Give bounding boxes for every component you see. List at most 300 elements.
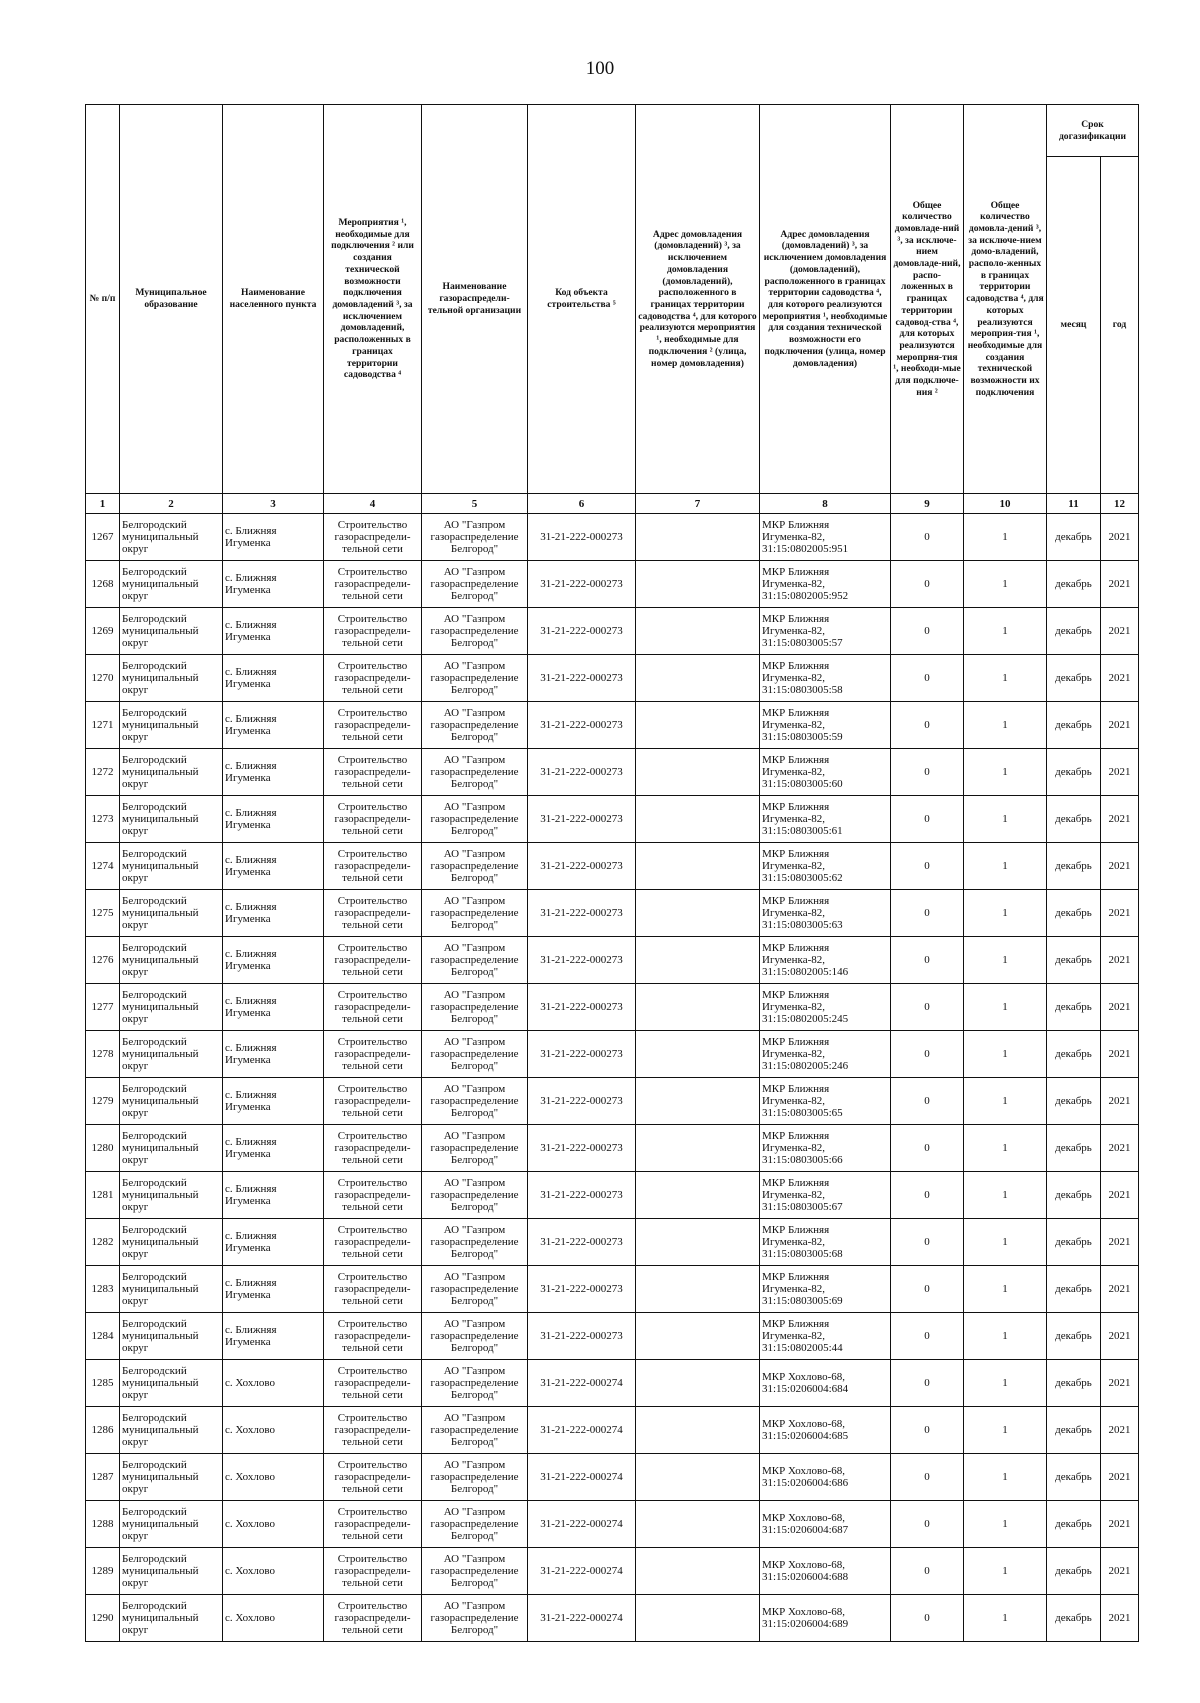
settlement-cell: с. Ближняя Игуменка — [223, 655, 324, 702]
year-cell: 2021 — [1101, 1595, 1139, 1642]
settlement-cell: с. Хохлово — [223, 1548, 324, 1595]
year-cell: 2021 — [1101, 1172, 1139, 1219]
count-connection-cell: 0 — [891, 1125, 964, 1172]
municipality-cell: Белгородский муниципальный округ — [120, 561, 223, 608]
year-cell: 2021 — [1101, 1313, 1139, 1360]
municipality-cell: Белгородский муниципальный округ — [120, 937, 223, 984]
object-code-cell: 31-21-222-000273 — [528, 843, 636, 890]
settlement-cell: с. Хохлово — [223, 1360, 324, 1407]
table-row — [86, 608, 1139, 655]
row-number-cell: 1275 — [86, 890, 120, 937]
year-cell: 2021 — [1101, 561, 1139, 608]
count-connection-cell: 0 — [891, 561, 964, 608]
address-connection-cell — [636, 1219, 760, 1266]
address-connection-cell — [636, 655, 760, 702]
settlement-cell: с. Ближняя Игуменка — [223, 749, 324, 796]
count-connection-cell: 0 — [891, 702, 964, 749]
settlement-cell: с. Ближняя Игуменка — [223, 514, 324, 561]
municipality-cell: Белгородский муниципальный округ — [120, 1031, 223, 1078]
measure-cell: Строительство газораспредели-тельной сети — [324, 1595, 422, 1642]
row-number-cell: 1277 — [86, 984, 120, 1031]
header-gas-org: Наименование газораспредели-тельной организации — [422, 105, 528, 494]
table-row — [86, 655, 1139, 702]
month-cell: декабрь — [1047, 1548, 1101, 1595]
address-technical-cell: МКР Ближняя Игуменка-82, 31:15:0802005:246 — [760, 1031, 891, 1078]
count-technical-cell: 1 — [964, 1595, 1047, 1642]
column-number: 1 — [86, 494, 120, 514]
municipality-cell: Белгородский муниципальный округ — [120, 1313, 223, 1360]
month-cell: декабрь — [1047, 1219, 1101, 1266]
gas-org-cell: АО "Газпром газораспределение Белгород" — [422, 1078, 528, 1125]
address-technical-cell: МКР Ближняя Игуменка-82, 31:15:0802005:44 — [760, 1313, 891, 1360]
address-connection-cell — [636, 1548, 760, 1595]
settlement-cell: с. Хохлово — [223, 1407, 324, 1454]
month-cell: декабрь — [1047, 1266, 1101, 1313]
gas-org-cell: АО "Газпром газораспределение Белгород" — [422, 702, 528, 749]
month-cell: декабрь — [1047, 1078, 1101, 1125]
address-connection-cell — [636, 843, 760, 890]
count-connection-cell: 0 — [891, 749, 964, 796]
gas-org-cell: АО "Газпром газораспределение Белгород" — [422, 655, 528, 702]
gas-org-cell: АО "Газпром газораспределение Белгород" — [422, 937, 528, 984]
object-code-cell: 31-21-222-000274 — [528, 1360, 636, 1407]
count-technical-cell: 1 — [964, 1360, 1047, 1407]
object-code-cell: 31-21-222-000273 — [528, 1031, 636, 1078]
month-cell: декабрь — [1047, 1454, 1101, 1501]
address-connection-cell — [636, 1078, 760, 1125]
month-cell: декабрь — [1047, 890, 1101, 937]
count-connection-cell: 0 — [891, 1407, 964, 1454]
year-cell: 2021 — [1101, 1454, 1139, 1501]
month-cell: декабрь — [1047, 796, 1101, 843]
count-technical-cell: 1 — [964, 1078, 1047, 1125]
measure-cell: Строительство газораспредели-тельной сети — [324, 1548, 422, 1595]
measure-cell: Строительство газораспредели-тельной сети — [324, 1313, 422, 1360]
column-number: 9 — [891, 494, 964, 514]
year-cell: 2021 — [1101, 655, 1139, 702]
table-row — [86, 843, 1139, 890]
year-cell: 2021 — [1101, 1548, 1139, 1595]
count-technical-cell: 1 — [964, 1219, 1047, 1266]
municipality-cell: Белгородский муниципальный округ — [120, 1407, 223, 1454]
settlement-cell: с. Ближняя Игуменка — [223, 984, 324, 1031]
table-row — [86, 1313, 1139, 1360]
settlement-cell: с. Ближняя Игуменка — [223, 702, 324, 749]
gas-org-cell: АО "Газпром газораспределение Белгород" — [422, 561, 528, 608]
count-technical-cell: 1 — [964, 937, 1047, 984]
municipality-cell: Белгородский муниципальный округ — [120, 984, 223, 1031]
municipality-cell: Белгородский муниципальный округ — [120, 1454, 223, 1501]
year-cell: 2021 — [1101, 1031, 1139, 1078]
object-code-cell: 31-21-222-000273 — [528, 1219, 636, 1266]
year-cell: 2021 — [1101, 702, 1139, 749]
header-address-connection: Адрес домовладения (домовладений) ³, за исключением домовладения (домовладений), расположенного в границах территории садоводства ⁴, для которого реализуются мероприятия ¹, необходимые для подключения ² (улица, номер домовладения) — [636, 105, 760, 494]
gas-org-cell: АО "Газпром газораспределение Белгород" — [422, 749, 528, 796]
month-cell: декабрь — [1047, 984, 1101, 1031]
gas-org-cell: АО "Газпром газораспределение Белгород" — [422, 984, 528, 1031]
address-technical-cell: МКР Ближняя Игуменка-82, 31:15:0802005:951 — [760, 514, 891, 561]
header-object-code: Код объекта строительства ⁵ — [528, 105, 636, 494]
count-connection-cell: 0 — [891, 655, 964, 702]
year-cell: 2021 — [1101, 984, 1139, 1031]
municipality-cell: Белгородский муниципальный округ — [120, 1501, 223, 1548]
settlement-cell: с. Ближняя Игуменка — [223, 890, 324, 937]
count-connection-cell: 0 — [891, 514, 964, 561]
gas-org-cell: АО "Газпром газораспределение Белгород" — [422, 1266, 528, 1313]
year-cell: 2021 — [1101, 796, 1139, 843]
count-technical-cell: 1 — [964, 1031, 1047, 1078]
gas-org-cell: АО "Газпром газораспределение Белгород" — [422, 843, 528, 890]
table-row — [86, 1266, 1139, 1313]
address-technical-cell: МКР Ближняя Игуменка-82, 31:15:0803005:59 — [760, 702, 891, 749]
address-connection-cell — [636, 1595, 760, 1642]
row-number-cell: 1272 — [86, 749, 120, 796]
address-connection-cell — [636, 1501, 760, 1548]
municipality-cell: Белгородский муниципальный округ — [120, 514, 223, 561]
measure-cell: Строительство газораспредели-тельной сети — [324, 1219, 422, 1266]
object-code-cell: 31-21-222-000273 — [528, 937, 636, 984]
count-technical-cell: 1 — [964, 796, 1047, 843]
municipality-cell: Белгородский муниципальный округ — [120, 1548, 223, 1595]
gas-org-cell: АО "Газпром газораспределение Белгород" — [422, 1172, 528, 1219]
year-cell: 2021 — [1101, 1125, 1139, 1172]
address-connection-cell — [636, 1125, 760, 1172]
row-number-cell: 1287 — [86, 1454, 120, 1501]
measure-cell: Строительство газораспредели-тельной сети — [324, 1172, 422, 1219]
column-number: 3 — [223, 494, 324, 514]
address-technical-cell: МКР Ближняя Игуменка-82, 31:15:0803005:58 — [760, 655, 891, 702]
table-row — [86, 1407, 1139, 1454]
settlement-cell: с. Ближняя Игуменка — [223, 1219, 324, 1266]
address-connection-cell — [636, 1172, 760, 1219]
table-row — [86, 1454, 1139, 1501]
gas-org-cell: АО "Газпром газораспределение Белгород" — [422, 1501, 528, 1548]
column-number: 11 — [1047, 494, 1101, 514]
row-number-cell: 1290 — [86, 1595, 120, 1642]
object-code-cell: 31-21-222-000274 — [528, 1454, 636, 1501]
count-technical-cell: 1 — [964, 608, 1047, 655]
municipality-cell: Белгородский муниципальный округ — [120, 890, 223, 937]
count-technical-cell: 1 — [964, 890, 1047, 937]
count-technical-cell: 1 — [964, 1266, 1047, 1313]
measure-cell: Строительство газораспредели-тельной сети — [324, 796, 422, 843]
settlement-cell: с. Ближняя Игуменка — [223, 1172, 324, 1219]
table-row — [86, 1360, 1139, 1407]
measure-cell: Строительство газораспредели-тельной сети — [324, 1501, 422, 1548]
settlement-cell: с. Ближняя Игуменка — [223, 843, 324, 890]
measure-cell: Строительство газораспредели-тельной сети — [324, 1454, 422, 1501]
municipality-cell: Белгородский муниципальный округ — [120, 1125, 223, 1172]
object-code-cell: 31-21-222-000273 — [528, 561, 636, 608]
month-cell: декабрь — [1047, 1360, 1101, 1407]
measure-cell: Строительство газораспредели-тельной сети — [324, 1407, 422, 1454]
measure-cell: Строительство газораспредели-тельной сети — [324, 655, 422, 702]
column-number: 12 — [1101, 494, 1139, 514]
year-cell: 2021 — [1101, 843, 1139, 890]
row-number-cell: 1282 — [86, 1219, 120, 1266]
header-total-connection: Общее количество домовладе-ний ³, за исключе-нием домовладе-ний, распо-ложенных в границах территории садовод-ства ⁴, для которых реализуются меропрня-тия ¹, необходи-мые для подключе-ния ² — [891, 105, 964, 494]
month-cell: декабрь — [1047, 1407, 1101, 1454]
object-code-cell: 31-21-222-000273 — [528, 749, 636, 796]
month-cell: декабрь — [1047, 1313, 1101, 1360]
municipality-cell: Белгородский муниципальный округ — [120, 702, 223, 749]
count-connection-cell: 0 — [891, 1266, 964, 1313]
object-code-cell: 31-21-222-000273 — [528, 608, 636, 655]
table-row — [86, 1548, 1139, 1595]
gas-org-cell: АО "Газпром газораспределение Белгород" — [422, 608, 528, 655]
object-code-cell: 31-21-222-000273 — [528, 1078, 636, 1125]
year-cell: 2021 — [1101, 514, 1139, 561]
table-row — [86, 1125, 1139, 1172]
address-technical-cell: МКР Хохлово-68, 31:15:0206004:686 — [760, 1454, 891, 1501]
count-technical-cell: 1 — [964, 561, 1047, 608]
year-cell: 2021 — [1101, 1360, 1139, 1407]
count-technical-cell: 1 — [964, 749, 1047, 796]
object-code-cell: 31-21-222-000274 — [528, 1595, 636, 1642]
count-connection-cell: 0 — [891, 1548, 964, 1595]
year-cell: 2021 — [1101, 1501, 1139, 1548]
object-code-cell: 31-21-222-000273 — [528, 1125, 636, 1172]
row-number-cell: 1271 — [86, 702, 120, 749]
header-deadline: Срок догазификации — [1047, 105, 1139, 157]
measure-cell: Строительство газораспредели-тельной сети — [324, 514, 422, 561]
object-code-cell: 31-21-222-000273 — [528, 514, 636, 561]
address-technical-cell: МКР Ближняя Игуменка-82, 31:15:0803005:57 — [760, 608, 891, 655]
month-cell: декабрь — [1047, 1031, 1101, 1078]
row-number-cell: 1281 — [86, 1172, 120, 1219]
address-connection-cell — [636, 1031, 760, 1078]
count-connection-cell: 0 — [891, 1078, 964, 1125]
month-cell: декабрь — [1047, 937, 1101, 984]
address-technical-cell: МКР Ближняя Игуменка-82, 31:15:0803005:62 — [760, 843, 891, 890]
column-number: 10 — [964, 494, 1047, 514]
address-technical-cell: МКР Ближняя Игуменка-82, 31:15:0803005:60 — [760, 749, 891, 796]
count-connection-cell: 0 — [891, 1360, 964, 1407]
count-technical-cell: 1 — [964, 1454, 1047, 1501]
count-technical-cell: 1 — [964, 1125, 1047, 1172]
settlement-cell: с. Ближняя Игуменка — [223, 1031, 324, 1078]
table-row — [86, 1219, 1139, 1266]
object-code-cell: 31-21-222-000273 — [528, 1266, 636, 1313]
count-technical-cell: 1 — [964, 702, 1047, 749]
address-technical-cell: МКР Хохлово-68, 31:15:0206004:685 — [760, 1407, 891, 1454]
measure-cell: Строительство газораспредели-тельной сети — [324, 749, 422, 796]
municipality-cell: Белгородский муниципальный округ — [120, 1078, 223, 1125]
gas-org-cell: АО "Газпром газораспределение Белгород" — [422, 1407, 528, 1454]
address-technical-cell: МКР Ближняя Игуменка-82, 31:15:0802005:952 — [760, 561, 891, 608]
table-row — [86, 514, 1139, 561]
measure-cell: Строительство газораспредели-тельной сети — [324, 937, 422, 984]
municipality-cell: Белгородский муниципальный округ — [120, 1595, 223, 1642]
month-cell: декабрь — [1047, 655, 1101, 702]
address-connection-cell — [636, 749, 760, 796]
gas-org-cell: АО "Газпром газораспределение Белгород" — [422, 796, 528, 843]
gas-org-cell: АО "Газпром газораспределение Белгород" — [422, 1454, 528, 1501]
count-connection-cell: 0 — [891, 796, 964, 843]
municipality-cell: Белгородский муниципальный округ — [120, 1266, 223, 1313]
header-year: год — [1101, 157, 1139, 494]
object-code-cell: 31-21-222-000273 — [528, 1172, 636, 1219]
address-connection-cell — [636, 1407, 760, 1454]
object-code-cell: 31-21-222-000274 — [528, 1501, 636, 1548]
row-number-cell: 1289 — [86, 1548, 120, 1595]
column-number: 8 — [760, 494, 891, 514]
object-code-cell: 31-21-222-000273 — [528, 984, 636, 1031]
row-number-cell: 1274 — [86, 843, 120, 890]
page-number: 100 — [585, 58, 615, 79]
row-number-cell: 1279 — [86, 1078, 120, 1125]
address-technical-cell: МКР Ближняя Игуменка-82, 31:15:0802005:146 — [760, 937, 891, 984]
row-number-cell: 1276 — [86, 937, 120, 984]
table-row — [86, 1595, 1139, 1642]
address-connection-cell — [636, 514, 760, 561]
count-technical-cell: 1 — [964, 514, 1047, 561]
count-technical-cell: 1 — [964, 843, 1047, 890]
count-connection-cell: 0 — [891, 890, 964, 937]
month-cell: декабрь — [1047, 702, 1101, 749]
settlement-cell: с. Ближняя Игуменка — [223, 937, 324, 984]
object-code-cell: 31-21-222-000274 — [528, 1407, 636, 1454]
measure-cell: Строительство газораспредели-тельной сети — [324, 1266, 422, 1313]
count-technical-cell: 1 — [964, 984, 1047, 1031]
table-row — [86, 984, 1139, 1031]
count-connection-cell: 0 — [891, 984, 964, 1031]
settlement-cell: с. Ближняя Игуменка — [223, 796, 324, 843]
object-code-cell: 31-21-222-000273 — [528, 1313, 636, 1360]
column-number: 4 — [324, 494, 422, 514]
address-connection-cell — [636, 1313, 760, 1360]
address-technical-cell: МКР Ближняя Игуменка-82, 31:15:0803005:61 — [760, 796, 891, 843]
address-technical-cell: МКР Ближняя Игуменка-82, 31:15:0803005:69 — [760, 1266, 891, 1313]
settlement-cell: с. Хохлово — [223, 1595, 324, 1642]
count-connection-cell: 0 — [891, 1031, 964, 1078]
measure-cell: Строительство газораспредели-тельной сети — [324, 1078, 422, 1125]
year-cell: 2021 — [1101, 1219, 1139, 1266]
measure-cell: Строительство газораспредели-тельной сети — [324, 608, 422, 655]
gas-org-cell: АО "Газпром газораспределение Белгород" — [422, 1595, 528, 1642]
measure-cell: Строительство газораспредели-тельной сети — [324, 1360, 422, 1407]
header-municipality: Муниципальное образование — [120, 105, 223, 494]
row-number-cell: 1288 — [86, 1501, 120, 1548]
gas-org-cell: АО "Газпром газораспределение Белгород" — [422, 1313, 528, 1360]
year-cell: 2021 — [1101, 1078, 1139, 1125]
row-number-cell: 1280 — [86, 1125, 120, 1172]
object-code-cell: 31-21-222-000273 — [528, 890, 636, 937]
address-technical-cell: МКР Ближняя Игуменка-82, 31:15:0803005:63 — [760, 890, 891, 937]
address-connection-cell — [636, 702, 760, 749]
count-connection-cell: 0 — [891, 608, 964, 655]
gas-org-cell: АО "Газпром газораспределение Белгород" — [422, 514, 528, 561]
year-cell: 2021 — [1101, 1407, 1139, 1454]
month-cell: декабрь — [1047, 1501, 1101, 1548]
month-cell: декабрь — [1047, 514, 1101, 561]
count-technical-cell: 1 — [964, 1501, 1047, 1548]
measure-cell: Строительство газораспредели-тельной сети — [324, 890, 422, 937]
address-technical-cell: МКР Хохлово-68, 31:15:0206004:688 — [760, 1548, 891, 1595]
address-connection-cell — [636, 561, 760, 608]
municipality-cell: Белгородский муниципальный округ — [120, 1172, 223, 1219]
settlement-cell: с. Ближняя Игуменка — [223, 1313, 324, 1360]
month-cell: декабрь — [1047, 608, 1101, 655]
object-code-cell: 31-21-222-000273 — [528, 655, 636, 702]
year-cell: 2021 — [1101, 937, 1139, 984]
municipality-cell: Белгородский муниципальный округ — [120, 1360, 223, 1407]
header-measure: Мероприятия ¹, необходимые для подключения ² или создания технической возможности подключения домовладений ³, за исключением домовладений, расположенных в границах территории садоводства ⁴ — [324, 105, 422, 494]
header-month: месяц — [1047, 157, 1101, 494]
gas-org-cell: АО "Газпром газораспределение Белгород" — [422, 1360, 528, 1407]
row-number-cell: 1285 — [86, 1360, 120, 1407]
measure-cell: Строительство газораспредели-тельной сети — [324, 702, 422, 749]
row-number-cell: 1273 — [86, 796, 120, 843]
row-number-cell: 1268 — [86, 561, 120, 608]
header-total-technical: Общее количество домовла-дений ³, за исключе-нием домо-владений, располо-женных в границах территории садоводства ⁴, для которых реализуются мероприя-тия ¹, необходимые для создания технической возможности их подключения — [964, 105, 1047, 494]
table-row — [86, 1078, 1139, 1125]
row-number-cell: 1286 — [86, 1407, 120, 1454]
address-technical-cell: МКР Ближняя Игуменка-82, 31:15:0803005:65 — [760, 1078, 891, 1125]
column-number: 6 — [528, 494, 636, 514]
count-connection-cell: 0 — [891, 843, 964, 890]
address-connection-cell — [636, 937, 760, 984]
settlement-cell: с. Хохлово — [223, 1454, 324, 1501]
municipality-cell: Белгородский муниципальный округ — [120, 749, 223, 796]
address-technical-cell: МКР Ближняя Игуменка-82, 31:15:0803005:68 — [760, 1219, 891, 1266]
count-connection-cell: 0 — [891, 1501, 964, 1548]
table-row — [86, 890, 1139, 937]
count-technical-cell: 1 — [964, 1313, 1047, 1360]
year-cell: 2021 — [1101, 749, 1139, 796]
count-connection-cell: 0 — [891, 1172, 964, 1219]
address-connection-cell — [636, 1266, 760, 1313]
table-row — [86, 702, 1139, 749]
row-number-cell: 1284 — [86, 1313, 120, 1360]
gas-org-cell: АО "Газпром газораспределение Белгород" — [422, 1125, 528, 1172]
table-row — [86, 796, 1139, 843]
table-row — [86, 937, 1139, 984]
address-technical-cell: МКР Хохлово-68, 31:15:0206004:689 — [760, 1595, 891, 1642]
address-technical-cell: МКР Хохлово-68, 31:15:0206004:684 — [760, 1360, 891, 1407]
month-cell: декабрь — [1047, 561, 1101, 608]
column-number: 2 — [120, 494, 223, 514]
count-connection-cell: 0 — [891, 1219, 964, 1266]
gas-org-cell: АО "Газпром газораспределение Белгород" — [422, 890, 528, 937]
gas-org-cell: АО "Газпром газораспределение Белгород" — [422, 1031, 528, 1078]
count-technical-cell: 1 — [964, 1172, 1047, 1219]
measure-cell: Строительство газораспредели-тельной сети — [324, 1125, 422, 1172]
address-technical-cell: МКР Ближняя Игуменка-82, 31:15:0803005:67 — [760, 1172, 891, 1219]
address-connection-cell — [636, 890, 760, 937]
municipality-cell: Белгородский муниципальный округ — [120, 1219, 223, 1266]
count-technical-cell: 1 — [964, 655, 1047, 702]
measure-cell: Строительство газораспредели-тельной сети — [324, 984, 422, 1031]
table-row — [86, 749, 1139, 796]
object-code-cell: 31-21-222-000273 — [528, 796, 636, 843]
address-connection-cell — [636, 608, 760, 655]
address-technical-cell: МКР Хохлово-68, 31:15:0206004:687 — [760, 1501, 891, 1548]
row-number-cell: 1283 — [86, 1266, 120, 1313]
header-address-technical: Адрес домовладения (домовладений) ³, за исключением домовладения (домовладений), расположенного в границах территории садоводства ⁴, для которого реализуются мероприятия ¹, необходимые для создания технической возможности его подключения (улица, номер домовладения) — [760, 105, 891, 494]
row-number-cell: 1270 — [86, 655, 120, 702]
settlement-cell: с. Ближняя Игуменка — [223, 1078, 324, 1125]
column-number: 7 — [636, 494, 760, 514]
table-body — [86, 514, 1139, 1642]
municipality-cell: Белгородский муниципальный округ — [120, 655, 223, 702]
month-cell: декабрь — [1047, 1125, 1101, 1172]
month-cell: декабрь — [1047, 749, 1101, 796]
count-connection-cell: 0 — [891, 1454, 964, 1501]
settlement-cell: с. Ближняя Игуменка — [223, 561, 324, 608]
month-cell: декабрь — [1047, 843, 1101, 890]
table-row — [86, 1501, 1139, 1548]
